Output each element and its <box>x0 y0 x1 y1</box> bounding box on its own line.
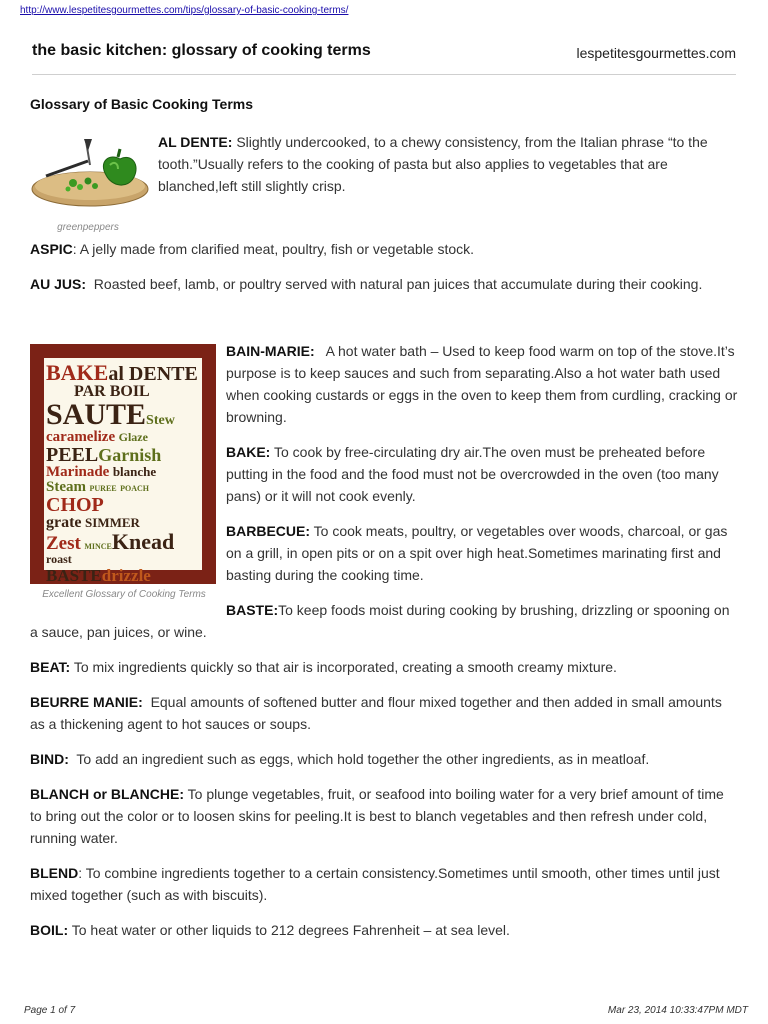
collage-word: SIMMER <box>85 515 140 530</box>
term-label: BEAT: <box>30 659 71 675</box>
collage-word: PEEL <box>46 444 99 466</box>
collage-word: POACH <box>120 484 150 493</box>
term-definition: To keep foods moist during cooking by brushing, drizzling or spooning on a sauce, pan juices, or wine. <box>30 602 730 640</box>
term-label: BAKE: <box>226 444 271 460</box>
term-boil <box>30 919 738 941</box>
article-heading: Glossary of Basic Cooking Terms <box>30 96 254 112</box>
term-definition: To plunge vegetables, fruit, or seafood into boiling water for a very brief amount of time to bring out the color or to loosen skins for peeling.It is best to blanch vegetables and then refresh under cold, running water. <box>30 786 724 846</box>
collage-word: PUREE <box>89 484 117 493</box>
site-name: lespetitesgourmettes.com <box>576 45 736 61</box>
collage-word: drizzle <box>101 566 151 585</box>
collage-word: BAKE <box>46 360 109 385</box>
collage-caption: Excellent Glossary of Cooking Terms <box>42 589 206 600</box>
term-blend <box>30 862 738 906</box>
article-content <box>30 93 738 954</box>
term-aspic <box>30 238 738 260</box>
term-definition: : To combine ingredients together to a certain consistency.Sometimes until smooth, other times until just mixed together (such as with biscuits). <box>30 865 720 903</box>
collage-figure <box>30 344 218 601</box>
collage-word: al DENTE <box>108 363 198 385</box>
collage-word: blanche <box>112 464 157 479</box>
page-header <box>32 40 736 75</box>
collage-word: Glaze <box>118 430 148 444</box>
term-bind <box>30 748 738 770</box>
term-definition: To cook meats, poultry, or vegetables over woods, charcoal, or gas on a grill, in open pits or on a spit over high heat.Sometimes marinating first and basting during the cooking time. <box>226 523 728 583</box>
term-definition: To cook by free-circulating dry air.The oven must be preheated before putting in the food and the food must not be overcrowded in the oven (too many pans) or it will not cook evenly. <box>226 444 719 504</box>
term-label: BIND: <box>30 751 69 767</box>
term-label: AL DENTE: <box>158 134 233 150</box>
term-au-jus <box>30 273 738 295</box>
term-definition: : A jelly made from clarified meat, poultry, fish or vegetable stock. <box>72 241 475 257</box>
collage-word: grate <box>46 514 82 531</box>
term-definition: A hot water bath – Used to keep food warm on top of the stove.It’s purpose is to keep sauces and such from separating.Also a hot water bath used when cooking custards or eggs in the oven to keep them from curdling, cracking or browning. <box>226 343 738 425</box>
term-beurre-manie <box>30 691 738 735</box>
collage-word: BASTE <box>46 566 102 585</box>
green-peppers-image <box>28 131 148 221</box>
term-label: BLEND <box>30 865 79 881</box>
collage-word: Zest <box>46 533 81 554</box>
collage-word: Steam <box>46 479 86 495</box>
term-definition: Equal amounts of softened butter and flour mixed together and then added in small amounts as a thickening agent to hot sauces or soups. <box>30 694 722 732</box>
page-number: Page 1 of 7 <box>24 1005 76 1016</box>
term-label: ASPIC <box>30 241 73 257</box>
term-label: BOIL: <box>30 922 69 938</box>
collage-word: Marinade <box>46 464 110 480</box>
term-definition: To mix ingredients quickly so that air is incorporated, creating a smooth creamy mixture. <box>73 659 617 675</box>
collage-word: PAR BOIL <box>74 383 150 400</box>
term-definition: To heat water or other liquids to 212 degrees Fahrenheit – at sea level. <box>71 922 510 938</box>
collage-word: Knead <box>111 529 175 554</box>
term-definition: Slightly undercooked, to a chewy consistency, from the Italian phrase “to the tooth.”Usually refers to the cooking of pasta but also applies to vegetables that are blanched,left still slightly crisp. <box>158 134 708 194</box>
collage-word: roast <box>46 552 72 566</box>
collage-word: Stew <box>146 413 175 428</box>
header-title: the basic kitchen: glossary of cooking terms <box>32 42 371 59</box>
peppers-figure <box>28 131 148 234</box>
peppers-caption: greenpeppers <box>57 222 119 233</box>
page-url[interactable]: http://www.lespetitesgourmettes.com/tips/glossary-of-basic-cooking-terms/ <box>20 5 349 16</box>
term-label: BAIN-MARIE: <box>226 343 315 359</box>
collage-word: MINCE <box>84 542 112 551</box>
print-timestamp: Mar 23, 2014 10:33:47PM MDT <box>607 1005 748 1016</box>
term-definition: To add an ingredient such as eggs, which hold together the other ingredients, as in meatloaf. <box>76 751 650 767</box>
term-label: BEURRE MANIE: <box>30 694 143 710</box>
collage-word: SAUTE <box>46 398 147 431</box>
term-beat <box>30 656 738 678</box>
term-baste <box>30 599 738 643</box>
term-label: BASTE: <box>226 602 279 618</box>
collage-word: Garnish <box>98 445 162 465</box>
collage-word: caramelize <box>46 429 116 445</box>
term-blanch <box>30 783 738 849</box>
term-label: AU JUS: <box>30 276 87 292</box>
term-label: BLANCH or BLANCHE: <box>30 786 184 802</box>
term-label: BARBECUE: <box>226 523 310 539</box>
cooking-terms-collage <box>30 344 216 584</box>
collage-word: CHOP <box>46 494 104 516</box>
term-definition: Roasted beef, lamb, or poultry served with natural pan juices that accumulate during their cooking. <box>93 276 703 292</box>
